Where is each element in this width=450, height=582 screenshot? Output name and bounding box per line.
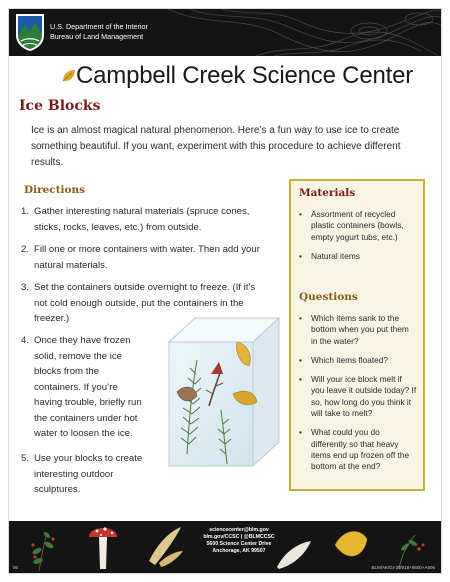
activity-page: U.S. Department of the Interior Bureau of Land Management Campbell Creek Science Center Ice Blocks Ice is an almost magical natural phenomenon. Here’s a fun way to use ice to create something beautiful. If you want, experiment with this procedure to achieve different results. Directions 1. Gather interesting natural materials (spruce cones, sticks, rocks, leaves, etc.) from outside. 2. Fill one or more containers with water. Then add your natural materials. 3. Set the containers outside overnight to freeze. (If it’s not cold enough outside, put the containers in the freezer.) 4. Once they have frozen solid, remove the ice blocks from the containers. If you’re having trouble, briefly run the containers under hot water to loosen the ice. 5. Use your blocks to create interesting outdoor sculptures. Materials • Assortment of recycled plastic containers (bowls, empty yogurt tubs, etc.) • Natural items Questions • Which items sank to the bottom when you put them in the water? • Which items floated? • Will your ice block melt if you leave it outside today? If so, how long do you think it will take to melt? • What could you do differently so that heavy items end up frozen off the bottom at the end? sciencecenter@blm.gov blm.gov/CCSC | @BLMCCSC 5600 Science Center Drive Anchorage, AK 99507 06 BLM/AK/GI-20/018+8600+A506 (9, 9, 441, 573)
questions-heading: Questions (299, 291, 358, 303)
document-code: BLM/AK/GI-20/018+8600+A506 (371, 565, 435, 570)
materials-questions-sidebar (289, 179, 425, 491)
ice-block-illustration (167, 314, 282, 469)
materials-item: • Natural items (299, 250, 360, 261)
contact-email[interactable]: sciencecenter@blm.gov (209, 527, 269, 533)
questions-list (297, 313, 417, 481)
question-item: • Will your ice block melt if you leave it outside today? If so, how long do you think it will take to melt? (299, 374, 417, 419)
agency-line-1: U.S. Department of the Interior (50, 22, 148, 31)
question-item: • Which items sank to the bottom when you put them in the water? (299, 313, 409, 346)
intro-paragraph: Ice is an almost magical natural phenomenon. Here’s a fun way to use ice to create something beautiful. If you want, experiment with this procedure to achieve different results. (31, 125, 401, 168)
question-item: • Which items floated? (299, 354, 389, 365)
contact-social[interactable]: blm.gov/CCSC | @BLMCCSC (203, 534, 275, 540)
contact-block (197, 527, 281, 555)
directions-heading: Directions (24, 184, 86, 196)
activity-title: Ice Blocks (19, 98, 101, 114)
materials-item: • Assortment of recycled plastic containers (bowls, empty yogurt tubs, etc.) (299, 209, 404, 242)
agency-name (50, 22, 148, 41)
page-title: Campbell Creek Science Center (76, 62, 414, 89)
agency-line-2: Bureau of Land Management (50, 31, 144, 41)
contact-address-line1: 5600 Science Center Drive (206, 541, 272, 547)
header-banner (9, 9, 441, 56)
footer-banner (9, 521, 441, 573)
materials-list (297, 209, 417, 270)
materials-heading: Materials (299, 187, 356, 199)
contact-address-line2: Anchorage, AK 99507 (212, 548, 266, 554)
question-item: • What could you do differently so that heavy items end up frozen off the bottom at the end? (299, 427, 410, 472)
blm-logo (15, 13, 45, 52)
page-number: 06 (13, 565, 19, 570)
leaf-icon (62, 69, 76, 83)
